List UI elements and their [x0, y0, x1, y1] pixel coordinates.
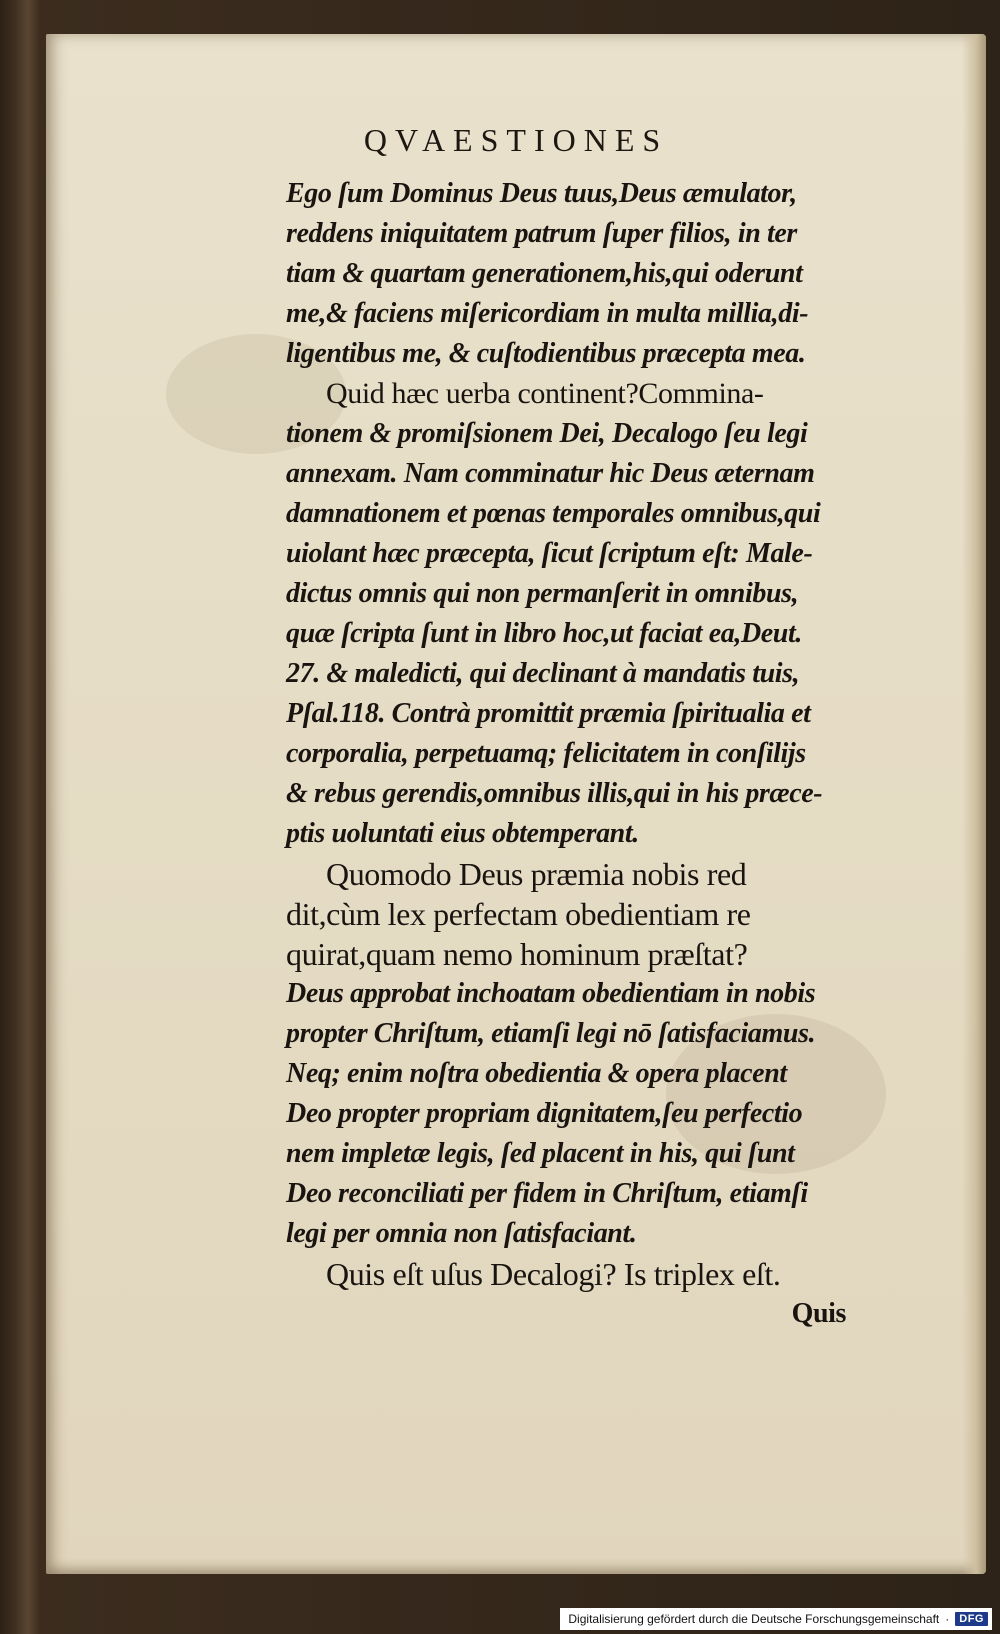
text-line: annexam. Nam comminatur hic Deus æternam	[286, 458, 815, 489]
catchword: Quis	[791, 1298, 846, 1329]
text-line: me,& faciens miſericordiam in multa millia,di-	[286, 298, 809, 329]
text-line: Deus approbat inchoatam obedientiam in nobis	[286, 978, 816, 1009]
text-block	[286, 174, 886, 1334]
text-line: nem impletæ legis, ſed placent in his, qui ſunt	[286, 1138, 795, 1169]
book-page	[46, 34, 986, 1574]
text-line: tionem & promiſsionem Dei, Decalogo ſeu legi	[286, 418, 808, 449]
text-line: Ego ſum Dominus Deus tuus,Deus æmulator,	[286, 178, 797, 209]
text-line: quæ ſcripta ſunt in libro hoc,ut faciat ea,Deut.	[286, 618, 802, 649]
text-line: damnationem et pœnas temporales omnibus,qui	[286, 498, 821, 529]
question-line: Quis eſt uſus Decalogi? Is triplex eſt.	[326, 1256, 781, 1292]
digitization-credit	[560, 1608, 992, 1630]
running-head: QVAESTIONES	[363, 122, 669, 158]
question-line: dit,cùm lex perfectam obedientiam re	[286, 896, 751, 932]
text-line: Neq; enim noſtra obedientia & opera placent	[286, 1058, 787, 1089]
question-line: quirat,quam nemo hominum præſtat?	[286, 936, 748, 972]
text-line: legi per omnia non ſatisfaciant.	[286, 1218, 637, 1249]
text-line: tiam & quartam generationem,his,qui oderunt	[286, 258, 803, 289]
text-line: ligentibus me, & cuſtodientibus præcepta mea.	[286, 338, 806, 369]
credit-separator: ·	[945, 1612, 950, 1626]
text-line: corporalia, perpetuamq; felicitatem in conſilijs	[286, 738, 806, 769]
text-line: dictus omnis qui non permanſerit in omnibus,	[286, 578, 799, 609]
text-line: reddens iniquitatem patrum ſuper filios, in ter	[286, 218, 797, 249]
text-line: Deo reconciliati per fidem in Chriſtum, etiamſi	[286, 1178, 808, 1209]
question-line: Quomodo Deus præmia nobis red	[326, 856, 747, 892]
page-edge	[962, 34, 986, 1574]
question-line: Quid hæc uerba continent?Commina-	[326, 377, 764, 410]
text-line: 27. & maledicti, qui declinant à mandatis tuis,	[286, 658, 800, 689]
text-line: ptis uoluntati eius obtemperant.	[286, 818, 639, 849]
text-line: uiolant hæc præcepta, ſicut ſcriptum eſt: Male-	[286, 538, 813, 569]
credit-text: Digitalisierung gefördert durch die Deutsche Forschungsgemeinschaft	[568, 1612, 940, 1626]
text-line: propter Chriſtum, etiamſi legi nō ſatisfaciamus.	[286, 1018, 816, 1049]
text-line: Deo propter propriam dignitatem,ſeu perfectio	[286, 1098, 803, 1129]
text-line: Pſal.118. Contrà promittit præmia ſpiritualia et	[286, 698, 811, 729]
dfg-logo-icon: DFG	[955, 1612, 988, 1626]
text-line: & rebus gerendis,omnibus illis,qui in his præce-	[286, 778, 823, 809]
